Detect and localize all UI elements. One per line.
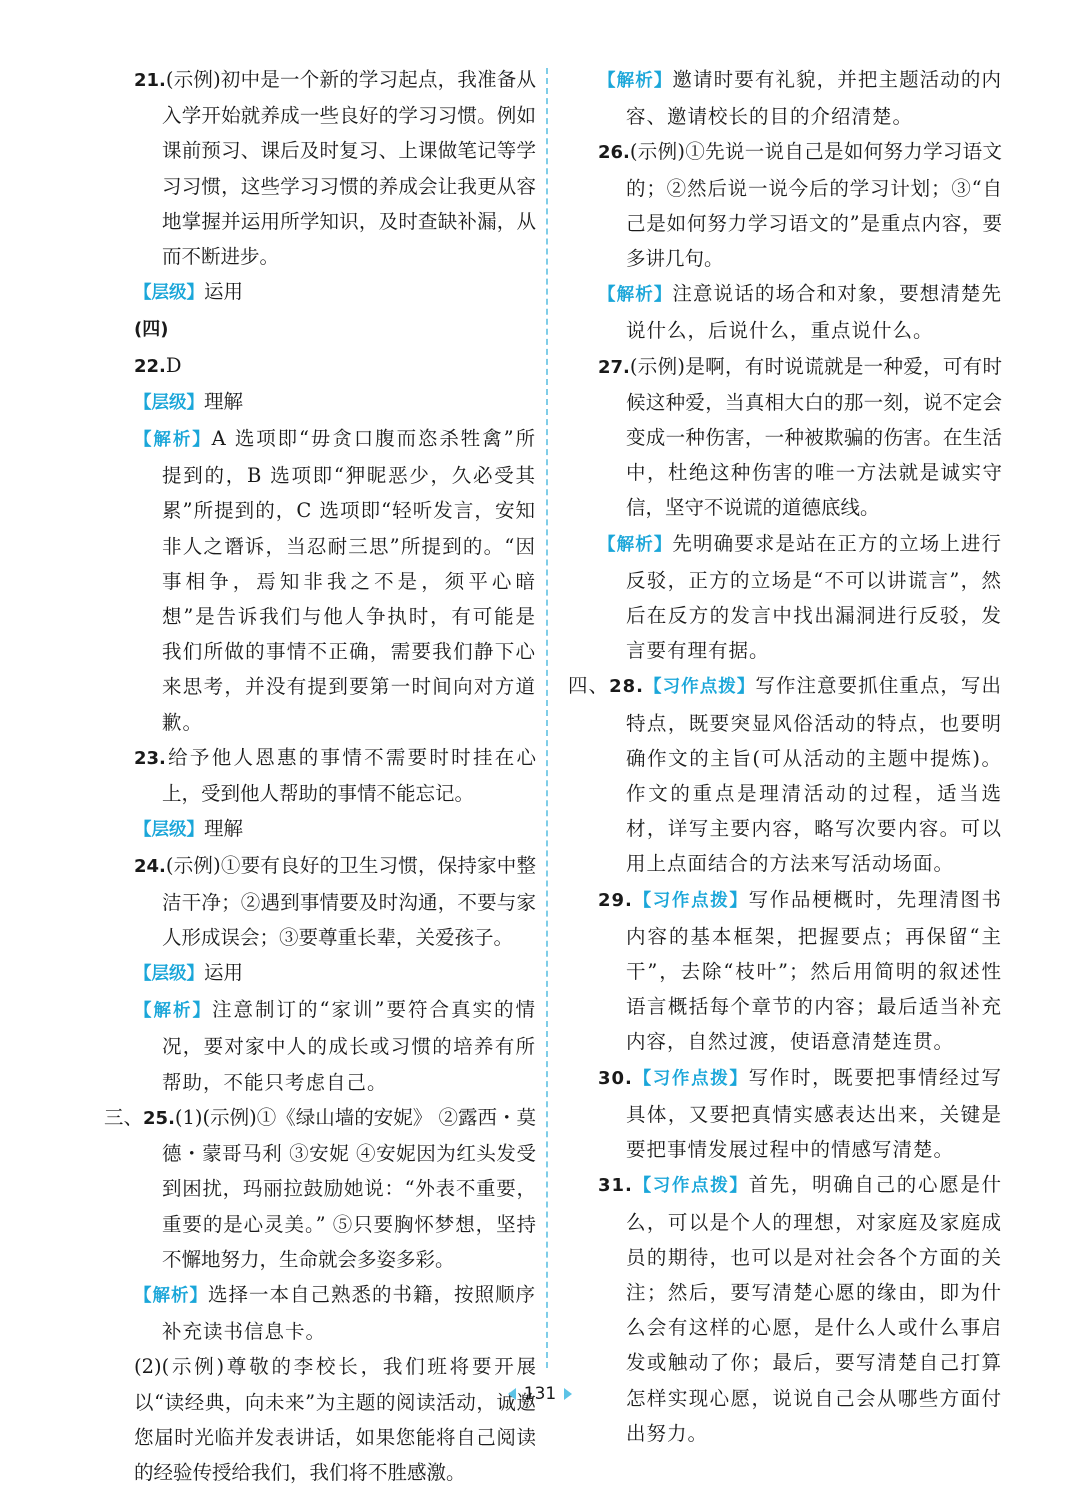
answer-29: 29.【习作点拨】写作品梗概时，先理清图书内容的基本框架，把握要点；再保留“主干”，去除“枝叶”；然后用简明的叙述性语言概括每个章节的内容；最后适当补充内容，自然过渡，使语意清楚连贯。 — [598, 887, 1002, 1054]
answer-30: 30.【习作点拨】写作时，既要把事情经过写具体，又要把真情实感表达出来，关键是要把事情发展过程中的情感写清楚。 — [598, 1065, 1002, 1162]
answer-26: 26.(示例)①先说一说自己是如何努力学习语文的；②然后说一说今后的学习计划；③“自己是如何努力学习语文的”是重点内容，要多讲几句。 — [598, 140, 1002, 271]
part-four-heading: (四) — [134, 319, 169, 341]
analysis-25-2: 【解析】邀请时要有礼貌，并把主题活动的内容、邀请校长的目的介绍清楚。 — [598, 68, 1002, 129]
level-21: 【层级】运用 — [134, 280, 244, 304]
analysis-26: 【解析】注意说话的场合和对象，要想清楚先说什么，后说什么，重点说什么。 — [598, 282, 1002, 343]
analysis-22: 【解析】A 选项即“毋贪口腹而恣杀牲禽”所提到的，B 选项即“狎昵恶少，久必受其累”所提到的，C 选项即“轻听发言，安知非人之谮诉，当忍耐三思”所提到的。“因事相争，焉知非我之不是，须平心暗想”是告诉我们与他人争执时，有可能是我们所做的事情不正确，需要我们静下心来思考，并没有提到要第一时间向对方道歉。 — [134, 427, 536, 734]
page-footer — [0, 1384, 1080, 1404]
level-24: 【层级】运用 — [134, 961, 244, 985]
answer-28: 四、28.【习作点拨】写作注意要抓住重点，写出特点，既要突显风俗活动的特点，也要明确作文的主旨(可从活动的主题中提炼)。作文的重点是理清活动的过程，适当选材，详写主要内容，略写次要内容。可以用上点面结合的方法来写活动场面。 — [568, 674, 1002, 876]
left-column — [106, 62, 536, 1490]
answer-24: 24.(示例)①要有良好的卫生习惯，保持家中整洁干净；②遇到事情要及时沟通，不要与家人形成误会；③要尊重长辈，关爱孩子。 — [134, 854, 536, 949]
answer-31: 31.【习作点拨】首先，明确自己的心愿是什么，可以是个人的理想，对家庭及家庭成员的期待，也可以是对社会各个方面的关注；然后，要写清楚心愿的缘由，即为什么会有这样的心愿，是什么人或什么事启发或触动了你；最后，要写清楚自己打算怎样实现心愿，说说自己会从哪些方面付出努力。 — [598, 1173, 1002, 1445]
analysis-27: 【解析】先明确要求是站在正方的立场上进行反驳，正方的立场是“不可以讲谎言”，然后在反方的发言中找出漏洞进行反驳，发言要有理有据。 — [598, 531, 1002, 663]
analysis-25: 【解析】选择一本自己熟悉的书籍，按照顺序补充读书信息卡。 — [134, 1282, 537, 1344]
level-22: 【层级】理解 — [134, 389, 244, 413]
answer-22: 22.D — [134, 353, 182, 377]
column-divider — [546, 68, 548, 1368]
answer-21: 21.(示例)初中是一个新的学习起点，我准备从入学开始就养成一些良好的学习习惯。例如课前预习、课后及时复习、上课做笔记等学习习惯，这些学习习惯的养成会让我更从容地掌握并运用所学知识，及时查缺补漏，从而不断进步。 — [134, 68, 536, 269]
arrow-left-icon — [508, 1388, 516, 1400]
page-number: 131 — [523, 1384, 557, 1404]
analysis-24: 【解析】注意制订的“家训”要符合真实的情况，要对家中人的成长或习惯的培养有所帮助，不能只考虑自己。 — [134, 998, 536, 1094]
answer-25: 三、25.(1)(示例)①《绿山墙的安妮》 ②露西・莫德・蒙哥马利 ③安妮 ④安妮因为红头发受到困扰，玛丽拉鼓励她说：“外表不重要，重要的是心灵美。” ⑤只要胸怀梦想，坚持不懈地努力，生命就会多姿多彩。 — [104, 1105, 536, 1271]
right-column — [570, 62, 1002, 1451]
answer-27: 27.(示例)是啊，有时说谎就是一种爱，可有时候这种爱，当真相大白的那一刻，说不定会变成一种伤害，一种被欺骗的伤害。在生活中，杜绝这种伤害的唯一方法就是诚实守信，坚守不说谎的道德底线。 — [598, 354, 1002, 520]
arrow-right-icon — [564, 1388, 572, 1400]
answer-25-2: (2)(示例)尊敬的李校长，我们班将要开展以“读经典，向未来”为主题的阅读活动，诚邀您届时光临并发表讲话，如果您能将自己阅读的经验传授给我们，我们将不胜感激。 — [134, 1355, 536, 1484]
level-23: 【层级】理解 — [134, 817, 244, 841]
answer-23: 23.给予他人恩惠的事情不需要时时挂在心上，受到他人帮助的事情不能忘记。 — [134, 745, 536, 806]
